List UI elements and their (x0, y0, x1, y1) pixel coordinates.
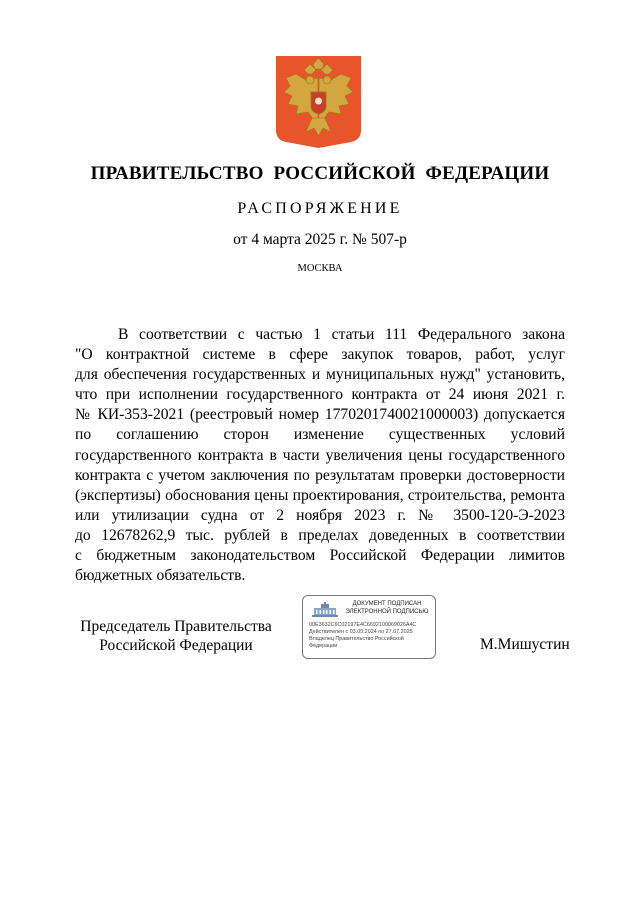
stamp-validity: Действителен с 03.05.2024 по 27.07.2025 (309, 629, 413, 635)
body-line: (экспертизы) обоснования цены проектирования, строительства, ремонта (75, 486, 565, 504)
signatory-position (76, 617, 276, 655)
stamp-owner: Владелец Правительство Российской (309, 636, 404, 642)
electronic-signature-stamp (302, 595, 436, 659)
stamp-owner: Федерации (309, 643, 338, 649)
body-line: "О контрактной системе в сфере закупок товаров, работ, услуг (75, 346, 565, 364)
body-line: или утилизации судна от 2 ноября 2023 г. № 3500-120-Э-2023 (75, 506, 565, 524)
government-building-icon (311, 602, 339, 618)
stamp-header-line: ДОКУМЕНТ ПОДПИСАН (352, 601, 422, 607)
government-title: ПРАВИТЕЛЬСТВО РОССИЙСКОЙ ФЕДЕРАЦИИ (90, 163, 550, 184)
document-body (75, 325, 565, 586)
body-line: В соответствии с частью 1 статьи 111 Федерального закона (118, 326, 565, 343)
body-line: для обеспечения государственных и муниципальных нужд" установить, (75, 366, 565, 384)
body-line: по соглашению сторон изменение существенных условий (75, 426, 565, 444)
signatory-position-line: Российской Федерации (99, 637, 253, 654)
signatory-name: М.Мишустин (480, 636, 570, 653)
stamp-header (341, 601, 433, 616)
body-line: № КИ-353-2021 (реестровый номер 1770201740021000003) допускается (75, 406, 565, 424)
body-line: что при исполнении государственного контракта от 24 июня 2021 г. (75, 386, 565, 404)
stamp-info (309, 622, 433, 650)
body-line: до 12678262,9 тыс. рублей в пределах доведенных в соответствии (75, 526, 565, 544)
stamp-certificate: 00E3632C6C02197E4C6692100069026A4C (309, 622, 417, 628)
body-line: государственного контракта в части увеличения цены государственного (75, 446, 565, 464)
body-line: с бюджетным законодательством Российской Федерации лимитов (75, 547, 565, 565)
signatory-position-line: Председатель Правительства (80, 618, 272, 635)
coat-of-arms-emblem (276, 56, 361, 148)
stamp-header-line: ЭЛЕКТРОННОЙ ПОДПИСЬЮ (345, 608, 429, 615)
document-city: МОСКВА (297, 263, 343, 274)
document-date-number: от 4 марта 2025 г. № 507-р (233, 231, 407, 248)
document-type: РАСПОРЯЖЕНИЕ (237, 200, 403, 217)
body-line: контракта с учетом заключения по результатам проверки достоверности (75, 466, 565, 484)
body-line: бюджетных обязательств. (75, 567, 246, 585)
